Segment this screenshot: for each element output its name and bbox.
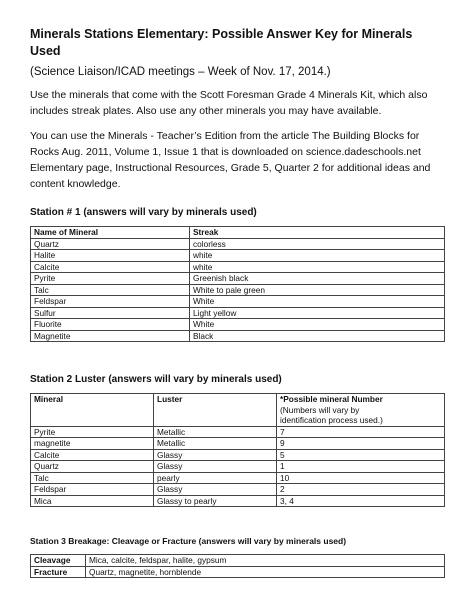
number-cell: 2: [277, 484, 445, 496]
number-cell: 10: [277, 472, 445, 484]
station3-breakage-table: [30, 554, 445, 578]
mineral-cell: Feldspar: [31, 484, 154, 496]
header-line: (Numbers will vary by: [280, 404, 360, 415]
table-row: [31, 461, 445, 473]
streak-cell: White: [190, 296, 445, 308]
document-page: [30, 26, 445, 578]
streak-cell: white: [190, 250, 445, 262]
number-cell: 1: [277, 461, 445, 473]
header-line: identification process used.): [280, 415, 383, 425]
luster-cell: Glassy: [154, 484, 277, 496]
mineral-cell: Halite: [31, 250, 190, 262]
station1-streak-table: [30, 226, 445, 342]
column-header: Name of Mineral: [31, 227, 190, 239]
table-header-row: [31, 394, 445, 427]
table-row: [31, 330, 445, 342]
breakage-type-cell: Fracture: [31, 566, 86, 578]
mineral-cell: Sulfur: [31, 307, 190, 319]
table-row: [31, 284, 445, 296]
streak-cell: White: [190, 319, 445, 331]
luster-cell: pearly: [154, 472, 277, 484]
mineral-cell: Magnetite: [31, 330, 190, 342]
minerals-cell: Quartz, magnetite, hornblende: [86, 566, 445, 578]
station3-heading: Station 3 Breakage: Cleavage or Fracture (answers will vary by minerals used): [30, 536, 347, 546]
streak-cell: White to pale green: [190, 284, 445, 296]
table-row: [31, 250, 445, 262]
table-row: [31, 555, 445, 567]
breakage-type-cell: Cleavage: [31, 555, 86, 567]
document-title: Minerals Stations Elementary: Possible Answer Key for Minerals Used: [30, 27, 413, 58]
table-row: [31, 566, 445, 578]
mineral-cell: Feldspar: [31, 296, 190, 308]
luster-cell: Glassy to pearly: [154, 495, 277, 507]
luster-cell: Glassy: [154, 461, 277, 473]
table-row: [31, 438, 445, 450]
mineral-cell: Fluorite: [31, 319, 190, 331]
table-row: [31, 296, 445, 308]
column-header: Mineral: [31, 394, 154, 427]
mineral-cell: Talc: [31, 472, 154, 484]
header-line: *Possible mineral Number: [280, 394, 383, 404]
mineral-cell: Calcite: [31, 261, 190, 273]
mineral-cell: Calcite: [31, 449, 154, 461]
intro-paragraph: Use the minerals that come with the Scott Foresman Grade 4 Minerals Kit, which also includes streak plates. Also use any other minerals you may have available.: [30, 89, 428, 117]
mineral-cell: magnetite: [31, 438, 154, 450]
number-cell: 3, 4: [277, 495, 445, 507]
table-row: [31, 307, 445, 319]
minerals-cell: Mica, calcite, feldspar, halite, gypsum: [86, 555, 445, 567]
streak-cell: Black: [190, 330, 445, 342]
luster-cell: Metallic: [154, 426, 277, 438]
number-cell: 5: [277, 449, 445, 461]
table-row: [31, 472, 445, 484]
station2-luster-table: [30, 393, 445, 507]
table-row: [31, 238, 445, 250]
luster-cell: Glassy: [154, 449, 277, 461]
table-header-row: [31, 227, 445, 239]
mineral-cell: Mica: [31, 495, 154, 507]
table-row: [31, 449, 445, 461]
table-row: [31, 319, 445, 331]
mineral-cell: Quartz: [31, 461, 154, 473]
table-row: [31, 261, 445, 273]
table-row: [31, 426, 445, 438]
station2-heading: Station 2 Luster (answers will vary by minerals used): [30, 374, 282, 385]
resource-paragraph: You can use the Minerals - Teacher’s Edition from the article The Building Blocks for Rocks Aug. 2011, Volume 1, Issue 1 that is downloaded on science.dadeschools.net Elementary page, Instructional Resources, Grade 5, Quarter 2 for additional ideas and content knowledge.: [30, 130, 431, 190]
table-row: [31, 273, 445, 285]
streak-cell: Greenish black: [190, 273, 445, 285]
streak-cell: colorless: [190, 238, 445, 250]
station1-heading: Station # 1 (answers will vary by minerals used): [30, 207, 257, 218]
column-header: Luster: [154, 394, 277, 427]
mineral-cell: Pyrite: [31, 426, 154, 438]
document-subtitle: (Science Liaison/ICAD meetings – Week of Nov. 17, 2014.): [30, 66, 331, 78]
column-header: Streak: [190, 227, 445, 239]
luster-cell: Metallic: [154, 438, 277, 450]
streak-cell: white: [190, 261, 445, 273]
mineral-cell: Quartz: [31, 238, 190, 250]
table-row: [31, 484, 445, 496]
number-cell: 9: [277, 438, 445, 450]
column-header-number: [277, 394, 445, 427]
streak-cell: Light yellow: [190, 307, 445, 319]
mineral-cell: Talc: [31, 284, 190, 296]
mineral-cell: Pyrite: [31, 273, 190, 285]
table-row: [31, 495, 445, 507]
number-cell: 7: [277, 426, 445, 438]
